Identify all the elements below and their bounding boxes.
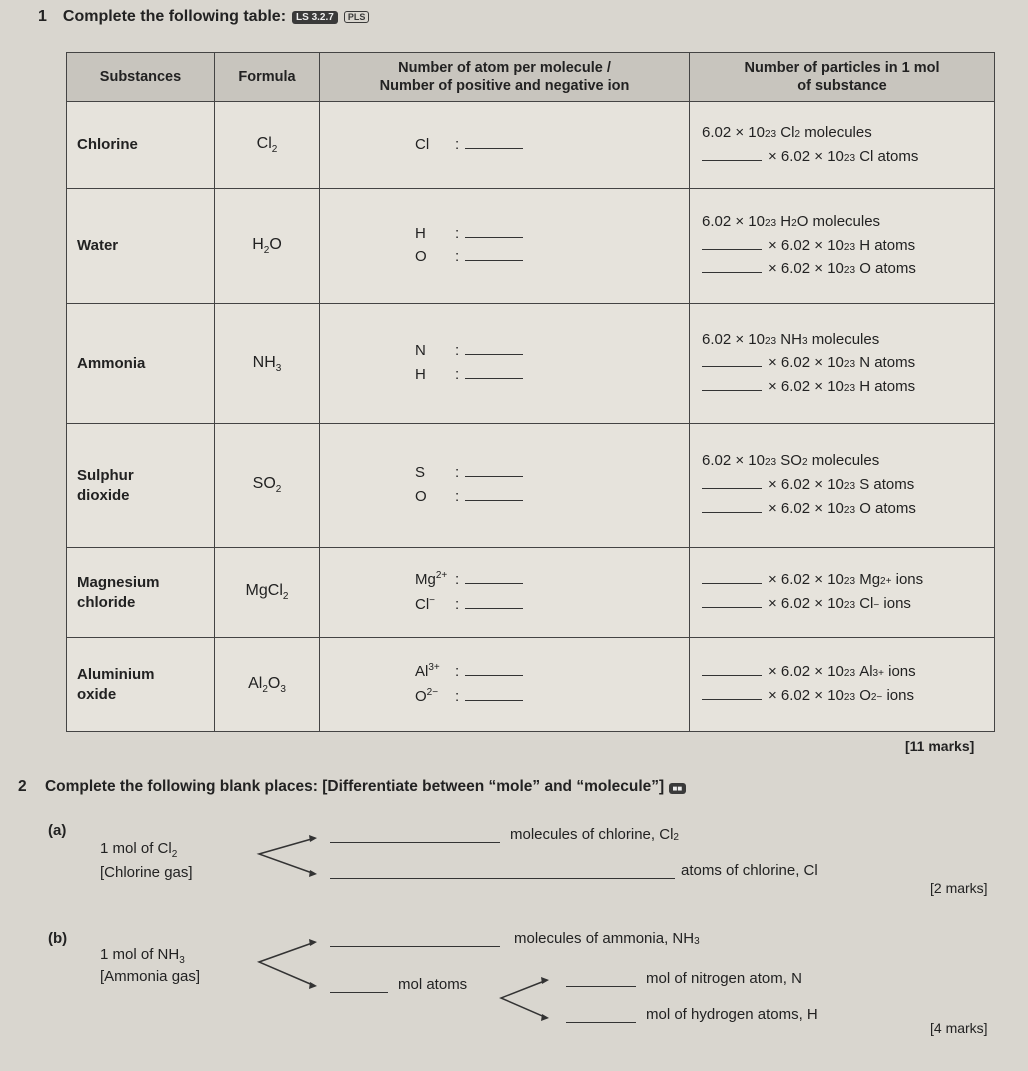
answer-blank[interactable]	[465, 596, 523, 609]
particle-line: × 6.02 × 10 23 N atoms	[702, 354, 984, 373]
question-number: 2	[18, 778, 27, 795]
answer-blank[interactable]	[465, 488, 523, 501]
answer-blank[interactable]	[702, 237, 762, 250]
part-b-branch-arrows	[255, 936, 325, 992]
table-header-row	[67, 53, 995, 102]
substance-name: Chlorine	[67, 102, 215, 188]
particles-cell	[690, 304, 995, 424]
lead-line: 6.02 × 10 23 NH 3 molecules	[702, 330, 880, 348]
answer-blank[interactable]	[702, 378, 762, 391]
formula: $Al_2O_3$	[215, 638, 320, 732]
question-2-heading	[18, 778, 686, 796]
substance-name: Aluminium oxide	[67, 638, 215, 732]
particle-line: × 6.02 × 10 23 O 2− ions	[702, 687, 984, 706]
answer-blank[interactable]	[566, 972, 636, 987]
part-a-answer-2: atoms of chlorine, Cl	[330, 862, 818, 879]
particle-line: × 6.02 × 10 23 Al 3+ ions	[702, 663, 984, 682]
answer-blank[interactable]	[465, 663, 523, 676]
substance-name: Water	[67, 188, 215, 303]
header-atoms-line2: Number of positive and negative ion	[379, 78, 630, 95]
part-b-answer-2: mol atoms	[330, 976, 467, 993]
count-cell	[320, 638, 690, 732]
count-cell	[320, 188, 690, 303]
header-particles	[690, 53, 995, 102]
header-particles-line1: Number of particles in 1 mol	[744, 60, 940, 77]
skill-tag: LS 3.2.7	[292, 11, 338, 24]
table-row	[67, 638, 995, 732]
answer-blank[interactable]	[702, 500, 762, 513]
formula: $NH_3$	[215, 304, 320, 424]
formula: MgCl$_2$	[215, 547, 320, 638]
answer-blank[interactable]	[702, 687, 762, 700]
part-a-line1: 1 mol of $Cl_2$	[100, 840, 178, 860]
part-b-sub-branch-arrows	[497, 974, 557, 1024]
table-row	[67, 102, 995, 188]
table-row	[67, 424, 995, 547]
answer-blank[interactable]	[702, 595, 762, 608]
part-b-answer-1: molecules of ammonia, NH $_3$	[330, 930, 700, 947]
answer-blank[interactable]	[465, 464, 523, 477]
part-a-branch-arrows	[255, 832, 325, 882]
answer-blank[interactable]	[330, 864, 675, 879]
header-formula: Formula	[215, 53, 320, 102]
answer-blank[interactable]	[330, 932, 500, 947]
count-cell	[320, 547, 690, 638]
answer-blank[interactable]	[465, 136, 523, 149]
count-cell	[320, 102, 690, 188]
formula: $SO_2$	[215, 424, 320, 547]
answer-blank[interactable]	[330, 828, 500, 843]
part-b-label: (b)	[48, 930, 68, 947]
count-line: Cl− :	[415, 595, 679, 615]
table-row	[67, 188, 995, 303]
header-particles-line2: of substance	[797, 78, 887, 95]
substance-name: Ammonia	[67, 304, 215, 424]
particles-cell	[690, 188, 995, 303]
answer-blank[interactable]	[465, 571, 523, 584]
count-cell	[320, 424, 690, 547]
answer-blank[interactable]	[702, 354, 762, 367]
formula: $Cl_2$	[215, 102, 320, 188]
answer-blank[interactable]	[702, 663, 762, 676]
answer-blank[interactable]	[465, 688, 523, 701]
part-a-line2: [Chlorine gas]	[100, 864, 193, 881]
particle-line: × 6.02 × 10 23 H atoms	[702, 378, 984, 397]
formula: $H_2O$	[215, 188, 320, 303]
part-a-label: (a)	[48, 822, 67, 839]
count-line: H :	[415, 225, 679, 244]
part-a-answer-1: molecules of chlorine, Cl $_2$	[330, 826, 679, 843]
particle-line: × 6.02 × 10 23 Cl atoms	[702, 148, 984, 167]
table-row	[67, 304, 995, 424]
answer-blank[interactable]	[566, 1008, 636, 1023]
part-a-marks: [2 marks]	[930, 880, 988, 896]
part-b-answer-4: mol of hydrogen atoms, H	[566, 1006, 818, 1023]
header-atoms	[320, 53, 690, 102]
answer-blank[interactable]	[702, 571, 762, 584]
lead-line: 6.02 × 10 23 H 2 O molecules	[702, 212, 881, 230]
answer-blank[interactable]	[465, 248, 523, 261]
count-line: S :	[415, 464, 679, 483]
answer-blank[interactable]	[465, 225, 523, 238]
particles-cell	[690, 547, 995, 638]
header-atoms-line1: Number of atom per molecule /	[398, 60, 611, 77]
particle-line: × 6.02 × 10 23 O atoms	[702, 260, 984, 279]
particle-line: × 6.02 × 10 23 Cl − ions	[702, 595, 984, 614]
count-line: O :	[415, 248, 679, 267]
particle-line: × 6.02 × 10 23 H atoms	[702, 237, 984, 256]
table-row	[67, 547, 995, 638]
count-line: Cl :	[415, 136, 679, 155]
part-b-line1: 1 mol of $NH_3$	[100, 946, 185, 966]
answer-blank[interactable]	[702, 148, 762, 161]
particle-line: × 6.02 × 10 23 O atoms	[702, 500, 984, 519]
answer-blank[interactable]	[465, 366, 523, 379]
q1-marks: [11 marks]	[905, 738, 975, 754]
part-b-marks: [4 marks]	[930, 1020, 988, 1036]
pls-tag: PLS	[344, 11, 370, 23]
count-cell	[320, 304, 690, 424]
count-line: N :	[415, 342, 679, 361]
count-line: O :	[415, 488, 679, 507]
lead-line: 6.02 × 10 23 SO 2 molecules	[702, 452, 880, 470]
question-number: 1	[38, 8, 47, 25]
part-b-answer-3: mol of nitrogen atom, N	[566, 970, 802, 987]
particles-cell	[690, 102, 995, 188]
lead-line: 6.02 × 10 23 Cl 2 molecules	[702, 123, 872, 141]
particles-table	[66, 52, 994, 732]
substance-name: Sulphur dioxide	[67, 424, 215, 547]
question-instruction: Complete the following table:	[62, 8, 287, 25]
question-1-heading	[38, 8, 369, 26]
question-instruction: Complete the following blank places: [Differentiate between “mole” and “molecule”]	[44, 778, 665, 795]
count-line: $O^{2-}$ :	[415, 687, 679, 707]
count-line: H :	[415, 366, 679, 385]
particle-line: × 6.02 × 10 23 Mg 2+ ions	[702, 571, 984, 590]
answer-blank[interactable]	[465, 342, 523, 355]
answer-blank[interactable]	[330, 978, 388, 993]
count-line: $Al^{3+}$ :	[415, 662, 679, 682]
answer-blank[interactable]	[702, 260, 762, 273]
substance-name: Magnesium chloride	[67, 547, 215, 638]
skill-tag-icon: ■■	[669, 783, 687, 794]
answer-blank[interactable]	[702, 476, 762, 489]
particles-cell	[690, 638, 995, 732]
particles-cell	[690, 424, 995, 547]
header-substances: Substances	[67, 53, 215, 102]
part-b-line2: [Ammonia gas]	[100, 968, 201, 985]
count-line: $Mg^{2+}$ :	[415, 570, 679, 590]
particle-line: × 6.02 × 10 23 S atoms	[702, 476, 984, 495]
